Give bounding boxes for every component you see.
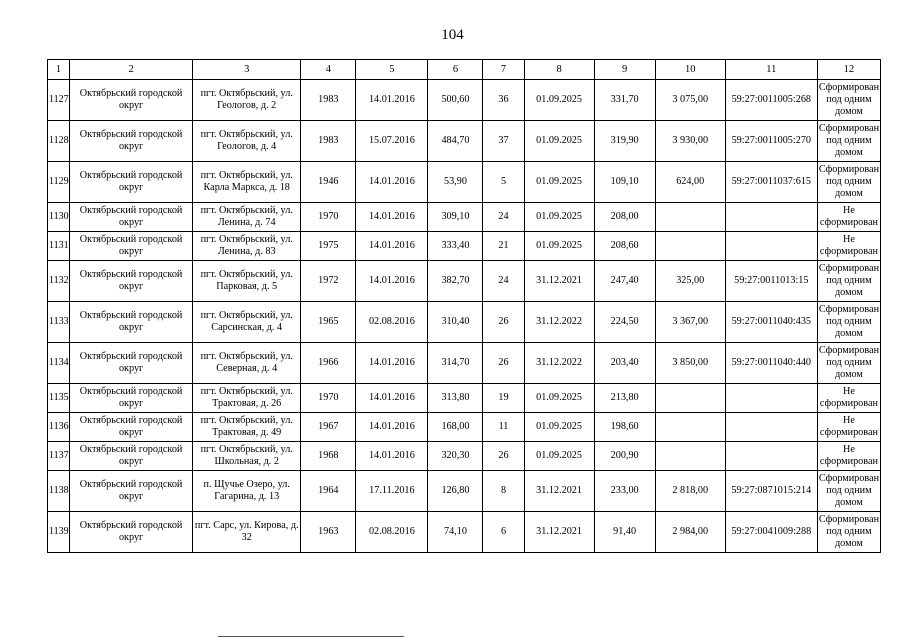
area-cell: 500,60	[428, 80, 483, 121]
row-number-cell: 1132	[48, 261, 70, 302]
area-cell: 74,10	[428, 512, 483, 553]
table-row	[48, 384, 881, 413]
value-10-cell	[655, 232, 725, 261]
address-cell: пгт. Октябрьский, ул. Парковая, д. 5	[193, 261, 301, 302]
column-header: 12	[817, 60, 880, 80]
residents-count-cell: 21	[483, 232, 524, 261]
area-cell: 320,30	[428, 442, 483, 471]
land-status-cell: Не сформирован	[817, 232, 880, 261]
build-year-cell: 1970	[301, 384, 356, 413]
deadline-date-cell: 01.09.2025	[524, 80, 594, 121]
land-status-cell: Не сформирован	[817, 384, 880, 413]
area-cell: 309,10	[428, 203, 483, 232]
area-cell: 484,70	[428, 121, 483, 162]
value-9-cell: 109,10	[594, 162, 655, 203]
column-header: 9	[594, 60, 655, 80]
column-header: 10	[655, 60, 725, 80]
value-10-cell	[655, 442, 725, 471]
residents-count-cell: 19	[483, 384, 524, 413]
table-row	[48, 302, 881, 343]
table-header-row	[48, 60, 881, 80]
column-header: 11	[725, 60, 817, 80]
address-cell: пгт. Октябрьский, ул. Трактовая, д. 26	[193, 384, 301, 413]
table-row	[48, 512, 881, 553]
value-10-cell: 3 930,00	[655, 121, 725, 162]
value-10-cell: 2 984,00	[655, 512, 725, 553]
value-10-cell	[655, 384, 725, 413]
district-cell: Октябрьский городской округ	[70, 471, 193, 512]
cadastral-number-cell: 59:27:0011005:268	[725, 80, 817, 121]
district-cell: Октябрьский городской округ	[70, 203, 193, 232]
district-cell: Октябрьский городской округ	[70, 343, 193, 384]
area-cell: 333,40	[428, 232, 483, 261]
row-number-cell: 1129	[48, 162, 70, 203]
value-10-cell: 2 818,00	[655, 471, 725, 512]
column-header: 3	[193, 60, 301, 80]
land-status-cell: Сформирован под одним домом	[817, 471, 880, 512]
value-10-cell: 624,00	[655, 162, 725, 203]
housing-registry-table	[47, 59, 881, 553]
registration-date-cell: 14.01.2016	[356, 261, 428, 302]
build-year-cell: 1964	[301, 471, 356, 512]
deadline-date-cell: 31.12.2022	[524, 302, 594, 343]
footer-rule	[218, 636, 404, 637]
row-number-cell: 1131	[48, 232, 70, 261]
build-year-cell: 1970	[301, 203, 356, 232]
registration-date-cell: 14.01.2016	[356, 162, 428, 203]
address-cell: п. Щучье Озеро, ул. Гагарина, д. 13	[193, 471, 301, 512]
row-number-cell: 1133	[48, 302, 70, 343]
build-year-cell: 1963	[301, 512, 356, 553]
table-row	[48, 80, 881, 121]
table-row	[48, 261, 881, 302]
row-number-cell: 1139	[48, 512, 70, 553]
address-cell: пгт. Октябрьский, ул. Геологов, д. 4	[193, 121, 301, 162]
value-9-cell: 224,50	[594, 302, 655, 343]
registration-date-cell: 17.11.2016	[356, 471, 428, 512]
deadline-date-cell: 01.09.2025	[524, 232, 594, 261]
value-9-cell: 91,40	[594, 512, 655, 553]
value-10-cell	[655, 413, 725, 442]
registration-date-cell: 14.01.2016	[356, 232, 428, 261]
land-status-cell: Не сформирован	[817, 203, 880, 232]
residents-count-cell: 6	[483, 512, 524, 553]
address-cell: пгт. Октябрьский, ул. Северная, д. 4	[193, 343, 301, 384]
residents-count-cell: 24	[483, 261, 524, 302]
cadastral-number-cell	[725, 203, 817, 232]
deadline-date-cell: 31.12.2021	[524, 471, 594, 512]
address-cell: пгт. Октябрьский, ул. Школьная, д. 2	[193, 442, 301, 471]
cadastral-number-cell: 59:27:0011040:435	[725, 302, 817, 343]
value-9-cell: 200,90	[594, 442, 655, 471]
value-9-cell: 247,40	[594, 261, 655, 302]
registration-date-cell: 14.01.2016	[356, 343, 428, 384]
value-9-cell: 198,60	[594, 413, 655, 442]
value-9-cell: 208,00	[594, 203, 655, 232]
table-row	[48, 203, 881, 232]
deadline-date-cell: 01.09.2025	[524, 203, 594, 232]
district-cell: Октябрьский городской округ	[70, 512, 193, 553]
build-year-cell: 1965	[301, 302, 356, 343]
row-number-cell: 1127	[48, 80, 70, 121]
residents-count-cell: 8	[483, 471, 524, 512]
registration-date-cell: 02.08.2016	[356, 512, 428, 553]
column-header: 7	[483, 60, 524, 80]
row-number-cell: 1135	[48, 384, 70, 413]
land-status-cell: Не сформирован	[817, 442, 880, 471]
land-status-cell: Сформирован под одним домом	[817, 121, 880, 162]
column-header: 5	[356, 60, 428, 80]
district-cell: Октябрьский городской округ	[70, 302, 193, 343]
build-year-cell: 1975	[301, 232, 356, 261]
district-cell: Октябрьский городской округ	[70, 80, 193, 121]
area-cell: 313,80	[428, 384, 483, 413]
land-status-cell: Сформирован под одним домом	[817, 512, 880, 553]
cadastral-number-cell: 59:27:0011005:270	[725, 121, 817, 162]
value-9-cell: 331,70	[594, 80, 655, 121]
deadline-date-cell: 01.09.2025	[524, 121, 594, 162]
build-year-cell: 1966	[301, 343, 356, 384]
table-row	[48, 162, 881, 203]
build-year-cell: 1968	[301, 442, 356, 471]
address-cell: пгт. Октябрьский, ул. Ленина, д. 83	[193, 232, 301, 261]
cadastral-number-cell: 59:27:0871015:214	[725, 471, 817, 512]
value-9-cell: 208,60	[594, 232, 655, 261]
row-number-cell: 1134	[48, 343, 70, 384]
cadastral-number-cell	[725, 232, 817, 261]
table-row	[48, 121, 881, 162]
district-cell: Октябрьский городской округ	[70, 384, 193, 413]
cadastral-number-cell: 59:27:0011013:15	[725, 261, 817, 302]
row-number-cell: 1138	[48, 471, 70, 512]
value-9-cell: 203,40	[594, 343, 655, 384]
deadline-date-cell: 31.12.2021	[524, 261, 594, 302]
cadastral-number-cell	[725, 442, 817, 471]
build-year-cell: 1983	[301, 121, 356, 162]
row-number-cell: 1137	[48, 442, 70, 471]
cadastral-number-cell: 59:27:0011040:440	[725, 343, 817, 384]
land-status-cell: Сформирован под одним домом	[817, 302, 880, 343]
land-status-cell: Не сформирован	[817, 413, 880, 442]
residents-count-cell: 24	[483, 203, 524, 232]
value-10-cell: 325,00	[655, 261, 725, 302]
table-row	[48, 471, 881, 512]
residents-count-cell: 26	[483, 343, 524, 384]
district-cell: Октябрьский городской округ	[70, 121, 193, 162]
land-status-cell: Сформирован под одним домом	[817, 80, 880, 121]
address-cell: пгт. Октябрьский, ул. Геологов, д. 2	[193, 80, 301, 121]
registration-date-cell: 02.08.2016	[356, 302, 428, 343]
row-number-cell: 1130	[48, 203, 70, 232]
build-year-cell: 1983	[301, 80, 356, 121]
value-9-cell: 319,90	[594, 121, 655, 162]
registration-date-cell: 14.01.2016	[356, 413, 428, 442]
table-row	[48, 343, 881, 384]
build-year-cell: 1967	[301, 413, 356, 442]
residents-count-cell: 5	[483, 162, 524, 203]
area-cell: 314,70	[428, 343, 483, 384]
district-cell: Октябрьский городской округ	[70, 232, 193, 261]
column-header: 1	[48, 60, 70, 80]
deadline-date-cell: 01.09.2025	[524, 442, 594, 471]
table-row	[48, 413, 881, 442]
area-cell: 168,00	[428, 413, 483, 442]
deadline-date-cell: 31.12.2022	[524, 343, 594, 384]
residents-count-cell: 26	[483, 302, 524, 343]
page-number: 104	[441, 27, 464, 43]
build-year-cell: 1972	[301, 261, 356, 302]
registration-date-cell: 14.01.2016	[356, 384, 428, 413]
area-cell: 53,90	[428, 162, 483, 203]
address-cell: пгт. Октябрьский, ул. Ленина, д. 74	[193, 203, 301, 232]
deadline-date-cell: 31.12.2021	[524, 512, 594, 553]
column-header: 2	[70, 60, 193, 80]
registration-date-cell: 14.01.2016	[356, 442, 428, 471]
row-number-cell: 1128	[48, 121, 70, 162]
district-cell: Октябрьский городской округ	[70, 413, 193, 442]
deadline-date-cell: 01.09.2025	[524, 413, 594, 442]
land-status-cell: Сформирован под одним домом	[817, 162, 880, 203]
area-cell: 126,80	[428, 471, 483, 512]
residents-count-cell: 36	[483, 80, 524, 121]
value-10-cell	[655, 203, 725, 232]
registration-date-cell: 14.01.2016	[356, 203, 428, 232]
table-row	[48, 442, 881, 471]
cadastral-number-cell	[725, 384, 817, 413]
address-cell: пгт. Октябрьский, ул. Трактовая, д. 49	[193, 413, 301, 442]
cadastral-number-cell: 59:27:0041009:288	[725, 512, 817, 553]
registration-date-cell: 14.01.2016	[356, 80, 428, 121]
registration-date-cell: 15.07.2016	[356, 121, 428, 162]
land-status-cell: Сформирован под одним домом	[817, 343, 880, 384]
deadline-date-cell: 01.09.2025	[524, 384, 594, 413]
column-header: 8	[524, 60, 594, 80]
land-status-cell: Сформирован под одним домом	[817, 261, 880, 302]
residents-count-cell: 26	[483, 442, 524, 471]
residents-count-cell: 11	[483, 413, 524, 442]
area-cell: 382,70	[428, 261, 483, 302]
address-cell: пгт. Сарс, ул. Кирова, д. 32	[193, 512, 301, 553]
deadline-date-cell: 01.09.2025	[524, 162, 594, 203]
residents-count-cell: 37	[483, 121, 524, 162]
address-cell: пгт. Октябрьский, ул. Карла Маркса, д. 18	[193, 162, 301, 203]
value-10-cell: 3 850,00	[655, 343, 725, 384]
address-cell: пгт. Октябрьский, ул. Сарсинская, д. 4	[193, 302, 301, 343]
value-9-cell: 233,00	[594, 471, 655, 512]
cadastral-number-cell	[725, 413, 817, 442]
table-row	[48, 232, 881, 261]
district-cell: Октябрьский городской округ	[70, 442, 193, 471]
cadastral-number-cell: 59:27:0011037:615	[725, 162, 817, 203]
value-9-cell: 213,80	[594, 384, 655, 413]
value-10-cell: 3 075,00	[655, 80, 725, 121]
district-cell: Октябрьский городской округ	[70, 162, 193, 203]
row-number-cell: 1136	[48, 413, 70, 442]
build-year-cell: 1946	[301, 162, 356, 203]
column-header: 4	[301, 60, 356, 80]
district-cell: Октябрьский городской округ	[70, 261, 193, 302]
area-cell: 310,40	[428, 302, 483, 343]
column-header: 6	[428, 60, 483, 80]
value-10-cell: 3 367,00	[655, 302, 725, 343]
